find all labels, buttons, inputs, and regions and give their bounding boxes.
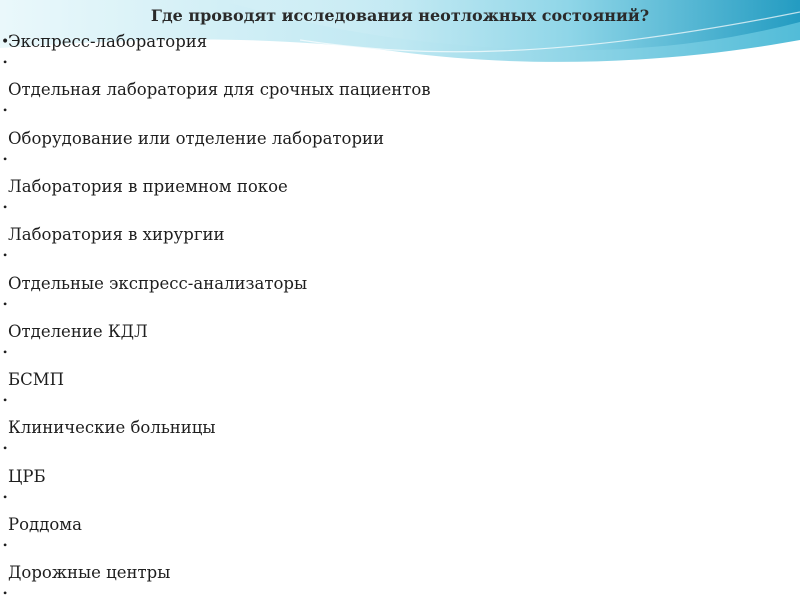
bullet-icon: •: [3, 248, 8, 263]
list-item-label: БСМП: [8, 370, 65, 390]
bullet-icon: •: [3, 538, 8, 552]
list-item-label: Клинические больницы: [8, 418, 216, 438]
slide-title: Где проводят исследования неотложных состояний?: [150, 6, 650, 25]
bullet-icon: •: [3, 296, 8, 311]
bullet-icon: •: [3, 489, 8, 504]
bullet-icon: •: [3, 393, 8, 408]
list-item-label: Лаборатория в хирургии: [8, 225, 225, 245]
bullet-icon: •: [1, 34, 10, 50]
bullet-icon: •: [3, 344, 8, 359]
list-item-label: Дорожные центры: [8, 563, 171, 583]
list-item-label: Отделение КДЛ: [8, 321, 148, 341]
list-item-label: Отдельная лаборатория для срочных пациентов: [8, 80, 431, 100]
list-item-label: ЦРБ: [8, 466, 46, 486]
bullet-icon: •: [3, 151, 8, 166]
list-item-label: Отдельные экспресс-анализаторы: [8, 273, 308, 293]
bullet-icon: •: [3, 586, 8, 600]
list-item-label: Экспресс-лаборатория: [8, 32, 208, 51]
bullet-icon: •: [3, 103, 8, 118]
list-item-label: Роддома: [8, 515, 82, 534]
bullet-icon: •: [3, 199, 8, 214]
list-item-label: Оборудование или отделение лаборатории: [8, 128, 385, 148]
bullet-icon: •: [3, 55, 8, 69]
list-item-label: Лаборатория в приемном покое: [8, 176, 288, 196]
bullet-icon: •: [3, 441, 8, 456]
